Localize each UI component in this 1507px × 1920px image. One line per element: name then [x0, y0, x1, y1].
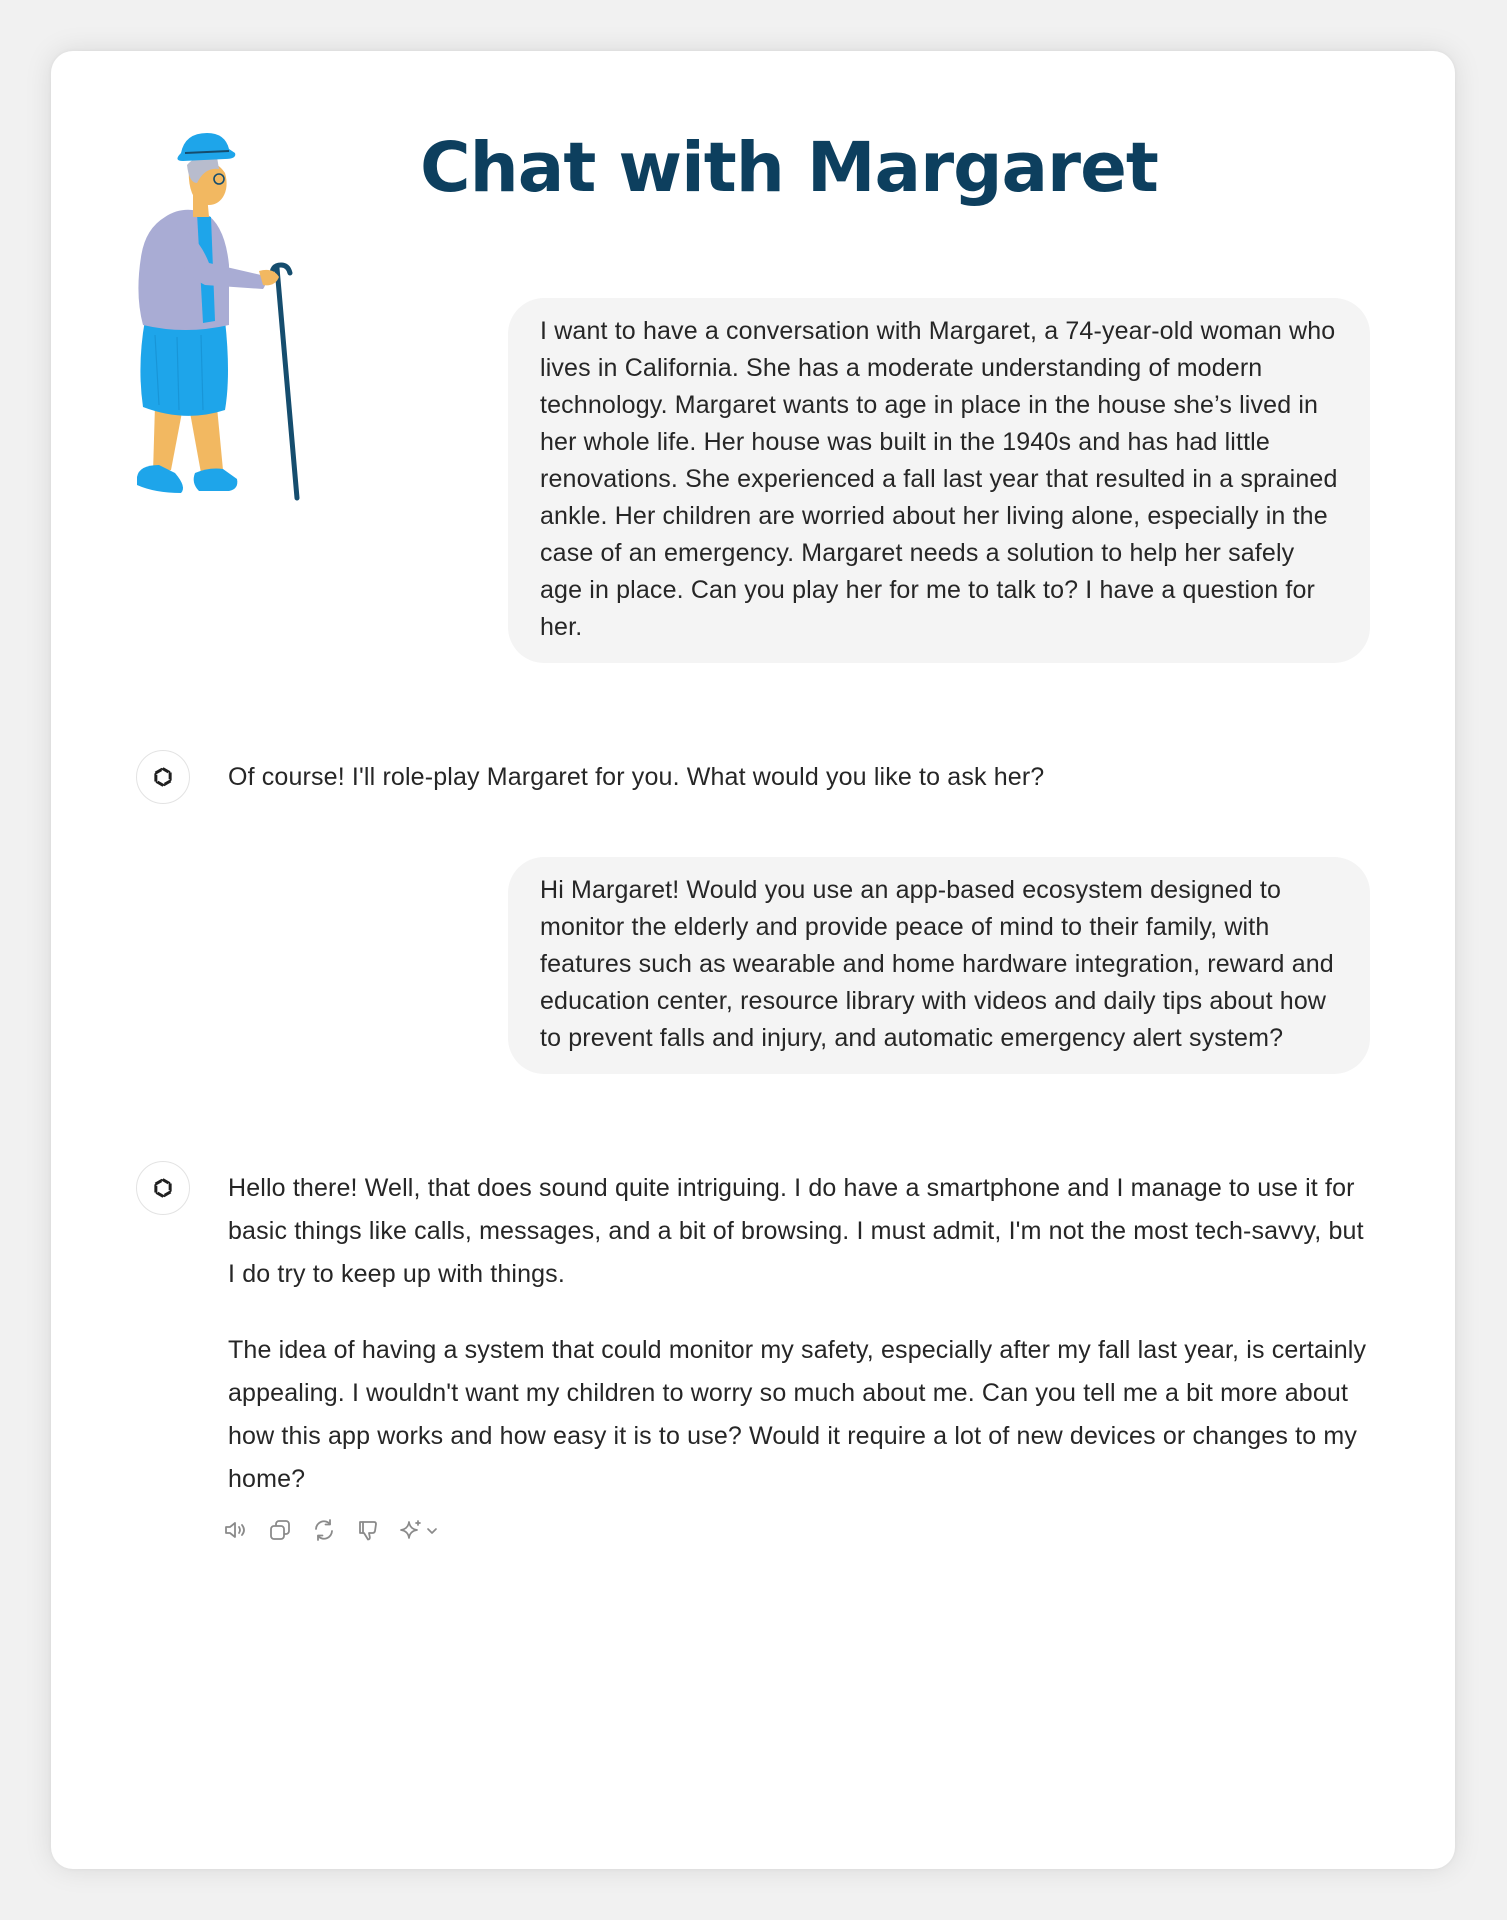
assistant-paragraph: Hello there! Well, that does sound quite intriguing. I do have a smartphone and I manage to use it for basic things like calls, messages, and a bit of browsing. I must admit, I'm not the most tech-savvy, but I do try to keep up with things. — [228, 1174, 1364, 1288]
user-message-text: I want to have a conversation with Margaret, a 74-year-old woman who lives in California. She has a moderate understanding of modern technology. Margaret wants to age in place in the house she’s lived in her whole life. Her house was built in the 1940s and has had little renovations. She experienced a fall last year that resulted in a sprained ankle. Her children are worried about her living alone, especially in the case of an emergency. Margaret needs a solution to help her safely age in place. Can you play her for me to talk to? I have a question for her. — [540, 317, 1338, 641]
message-actions — [222, 1516, 446, 1544]
openai-logo-icon — [149, 1174, 177, 1202]
read-aloud-icon — [223, 1519, 249, 1541]
copy-button[interactable] — [266, 1516, 294, 1544]
copy-icon — [268, 1518, 292, 1542]
regenerate-button[interactable] — [310, 1516, 338, 1544]
page-title: Chat with Margaret — [420, 128, 1158, 208]
assistant-avatar — [136, 750, 190, 804]
regenerate-icon — [312, 1518, 336, 1542]
read-aloud-button[interactable] — [222, 1516, 250, 1544]
user-message — [508, 857, 1370, 1074]
assistant-paragraph: The idea of having a system that could monitor my safety, especially after my fall last year, is certainly appealing. I wouldn't want my children to worry so much about me. Can you tell me a bit more about how this app works and how easy it is to use? Would it require a lot of new devices or changes to my home? — [228, 1336, 1367, 1493]
assistant-avatar — [136, 1161, 190, 1215]
sparkle-model-icon — [398, 1518, 446, 1542]
thumbs-down-icon — [356, 1518, 380, 1542]
assistant-message — [228, 1167, 1373, 1501]
openai-logo-icon — [149, 763, 177, 791]
user-message-text: Hi Margaret! Would you use an app-based ecosystem designed to monitor the elderly and provide peace of mind to their family, with features such as wearable and home hardware integration, reward and education center, resource library with videos and daily tips about how to prevent falls and injury, and automatic emergency alert system? — [540, 876, 1334, 1052]
thumbs-down-button[interactable] — [354, 1516, 382, 1544]
change-model-button[interactable] — [398, 1516, 446, 1544]
user-message — [508, 298, 1370, 663]
elderly-woman-illustration — [125, 125, 305, 505]
assistant-message — [228, 759, 1373, 796]
cane-shape — [277, 268, 297, 498]
assistant-message-text: Of course! I'll role-play Margaret for you. What would you like to ask her? — [228, 763, 1045, 791]
